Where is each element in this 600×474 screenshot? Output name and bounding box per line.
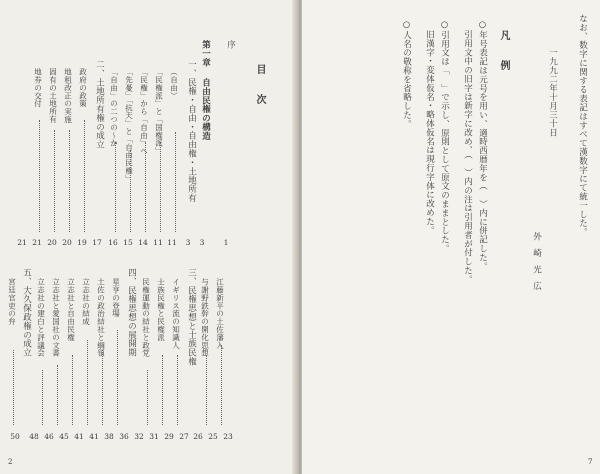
toc-entry: 立志社と自由民権 (66, 278, 76, 342)
hanrei-item: ○人名の敬称を省略した。 (401, 20, 412, 129)
page-number: 11 (153, 238, 163, 247)
toc-entry: 江藤新平の土佐藩入 (215, 278, 225, 350)
hanrei-page (302, 0, 600, 474)
toc-chapter-title: 自由民権の構造 (200, 78, 211, 141)
page-number: 46 (44, 432, 54, 441)
toc-chapter-label: 第一章 (200, 40, 211, 67)
date: 一九九二年十月三十日 (547, 48, 558, 137)
page-number: 27 (179, 432, 189, 441)
toc-entry: 立志社と愛国社の文書 (51, 278, 61, 357)
toc-page (0, 0, 298, 474)
hanrei-item: ○年号表記は元号を用い、適時西暦年を（ ）内に併記した。 (477, 20, 488, 271)
hanrei-heading: 凡 例 (498, 30, 509, 75)
closing-text: なお、数字に関する表記はすべて漢数字にて統一した。 (577, 14, 588, 237)
toc-entry: 士族民権と民権派 (156, 278, 166, 342)
toc-entry: 宮廷官吏の弁 (7, 278, 17, 326)
page-number: 21 (32, 238, 42, 247)
page-number: 45 (59, 432, 69, 441)
toc-entry: 立志社の建白と評議会 (36, 278, 46, 357)
toc-entry: 「民権」から「自由」へ (139, 68, 149, 155)
page-number: 20 (62, 238, 72, 247)
toc-section-heading: 四、民権思想の展開期 (126, 268, 137, 357)
page-number: 26 (193, 432, 203, 441)
toc-section-heading: 一、民権・自由・自由権・土地所有 (186, 60, 197, 203)
toc-entry: 立志社の結成 (81, 278, 91, 326)
page-number: 23 (223, 432, 233, 441)
page-number: 32 (134, 432, 144, 441)
page-number: 48 (29, 432, 39, 441)
page-number: 16 (108, 238, 118, 247)
toc-heading: 目 次 (254, 64, 265, 109)
toc-section-heading: 二、土地所有権の成立 (94, 60, 105, 149)
toc-preface: 序 (225, 40, 236, 49)
toc-entry: 民権運動の結社と政党 (141, 278, 151, 357)
toc-entry: 「自由」の二つの〜か (109, 68, 119, 147)
hanrei-item: ○引用文は「 」で示し、原則として原文のままとした。 (439, 20, 450, 253)
toc-entry: 「先憂」「抗天」と「自由民権」 (124, 68, 134, 183)
page-number: 3 (199, 238, 205, 247)
page-number: 19 (77, 238, 87, 247)
page-number: 1 (223, 238, 229, 247)
hanrei-item: 旧漢字・変体仮名・略体仮名は現行字体に改めた。 (424, 30, 435, 235)
page-number: 14 (138, 238, 148, 247)
page-number: 15 (123, 238, 133, 247)
toc-entry: 地租改正の実施 (63, 68, 73, 124)
toc-entry: （自由） (169, 68, 179, 100)
page-number: 36 (119, 432, 129, 441)
toc-entry: イギリス流の知識人 (171, 278, 181, 350)
page-number: 41 (89, 432, 99, 441)
page-number: 11 (167, 238, 177, 247)
hanrei-item: 引用文中の旧字は新字に改め、（ ）内の注は引用者が付した。 (462, 30, 473, 284)
toc-entry: 地券の交付 (33, 68, 43, 108)
page-number: 25 (208, 432, 218, 441)
page-number: 17 (92, 238, 102, 247)
page-number: 31 (149, 432, 159, 441)
page-number: 3 (185, 238, 191, 247)
toc-entry: 与謝野鉄幹の開化思想 (200, 278, 210, 357)
toc-entry: 政府の政策 (78, 68, 88, 108)
folio: 7 (588, 458, 593, 466)
author: 外崎光広 (531, 232, 542, 298)
toc-entry: 土佐の政治結社と綱領 (96, 278, 106, 357)
toc-section-heading: 五、大久保政権の成立 (21, 268, 32, 357)
page-number: 29 (164, 432, 174, 441)
folio: 2 (8, 458, 13, 466)
page-number: 21 (17, 238, 27, 247)
page-number: 38 (104, 432, 114, 441)
toc-section-heading: 三、民権思想と士族民権 (186, 268, 197, 366)
page-number: 20 (47, 238, 57, 247)
page-number: 41 (74, 432, 84, 441)
page-number: 50 (10, 432, 20, 441)
toc-entry: 固有の土地所有 (48, 68, 58, 124)
toc-entry: 星亨の登場 (111, 278, 121, 318)
toc-entry: 「民権派」と「国権派」 (154, 68, 164, 155)
